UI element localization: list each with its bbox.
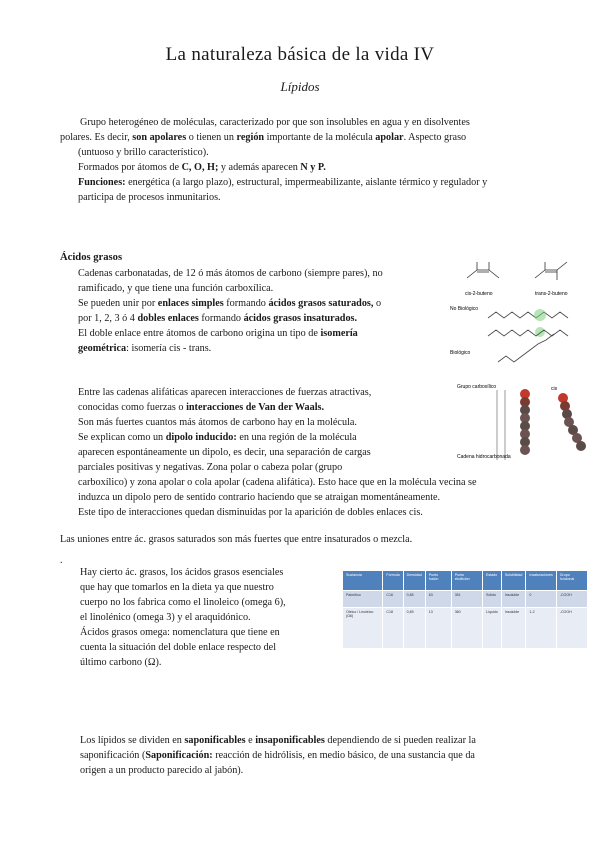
fatty-line: por 1, 2, 3 ó 4 dobles enlaces formando ácidos grasos insaturados.: [78, 313, 358, 324]
table-cell: Palmítico: [343, 591, 383, 608]
grupo-polar-label: Grupo carboxílico: [457, 384, 497, 390]
space-filling-molecules-figure: [455, 380, 590, 470]
fatty-acids-table: [342, 570, 588, 649]
fatty-line: ramificado, y que tiene una función carboxílica.: [78, 283, 274, 294]
iso-cis-label: cis-2-buteno: [465, 291, 493, 297]
dot-marker: .: [60, 555, 63, 566]
fatty-chain-figure: [448, 300, 588, 370]
table-cell: -COOH: [556, 591, 587, 608]
no-biologico-label: No Biológico: [450, 306, 479, 312]
table-cell: Insoluble: [501, 591, 526, 608]
intro-line: participa de procesos inmunitarios.: [78, 192, 221, 203]
table-cell: 360: [451, 608, 482, 649]
vdw-line: Entre las cadenas alifáticas aparecen interacciones de fuerzas atractivas,: [78, 387, 372, 398]
saponif-line: Los lípidos se dividen en saponificables e insaponificables dependiendo de si pueden realizar la: [80, 735, 476, 746]
table-header-cell: Estado: [482, 571, 501, 591]
table-cell: 0,89: [403, 608, 425, 649]
vdw-line: parciales positivas y negativas. Zona polar o cabeza polar (grupo: [78, 462, 343, 473]
vdw-line: Se explican como un dipolo inducido: en una región de la molécula: [78, 432, 357, 443]
essential-line: cuerpo no los fabrica como el linoleico (omega 6),: [80, 597, 286, 608]
table-header-cell: Sustancia: [343, 571, 383, 591]
cis-trans-isomer-figure: [455, 258, 585, 300]
biologico-label: Biológico: [450, 350, 471, 356]
fatty-line: Cadenas carbonatadas, de 12 ó más átomos de carbono (siempre pares), no: [78, 268, 383, 279]
essential-line: último carbono (Ω).: [80, 657, 162, 668]
vdw-line: carboxílico) y zona apolar o cola apolar (cadena alifática). Esto hace que en la molécula vecina se: [78, 477, 477, 488]
table-cell: C16: [383, 591, 403, 608]
intro-line: Formados por átomos de C, O, H; y además aparecen N y P.: [78, 162, 326, 173]
unsaturated-molecule: [558, 393, 586, 451]
table-cell: 1-2: [526, 608, 556, 649]
essential-line: el linolénico (omega 3) y el araquidónico.: [80, 612, 251, 623]
saturated-molecule: [520, 389, 530, 455]
essential-fatty-acids-paragraph: [80, 565, 340, 670]
intro-line: polares. Es decir, son apolares o tienen un región importante de la molécula apolar. Aspecto graso: [60, 132, 467, 143]
saponification-paragraph: [80, 733, 560, 778]
table-cell: 351: [451, 591, 482, 608]
essential-line: que hay que tomarlos en la dieta ya que nuestro: [80, 582, 274, 593]
table-cell: Sólido: [482, 591, 501, 608]
table-row: [343, 608, 588, 649]
double-bond-highlight: [534, 309, 546, 321]
fatty-line: geométrica: isomería cis - trans.: [78, 343, 212, 354]
table-cell: 63: [425, 591, 451, 608]
table-cell: -COOH: [556, 608, 587, 649]
vdw-line: conocidas como fuerzas o interacciones de Van der Waals.: [78, 402, 325, 413]
essential-line: cuenta la situación del doble enlace respecto del: [80, 642, 277, 653]
fatty-line: Se pueden unir por enlaces simples formando ácidos grasos saturados, o: [78, 298, 382, 309]
intro-paragraph: [60, 115, 550, 205]
table-header-cell: Insaturaciones: [526, 571, 556, 591]
table-cell: 13: [425, 608, 451, 649]
fatty-line: El doble enlace entre átomos de carbono origina un tipo de isomería: [78, 328, 358, 339]
saturated-chain: [488, 312, 568, 318]
saponif-line: origen a un producto parecido al jabón).: [80, 765, 244, 776]
intro-line: (untuoso y brillo característico).: [78, 147, 209, 158]
table-header-cell: Densidad: [403, 571, 425, 591]
cis-label: cis: [551, 386, 558, 392]
section-heading-acidos-grasos: Ácidos grasos: [60, 252, 123, 263]
intro-line: Grupo heterogéneo de moléculas, caracterizado por que son insolubles en agua y en disolventes: [80, 117, 470, 128]
page-subtitle: Lípidos: [280, 79, 320, 94]
vdw-summary-line: Las uniones entre ác. grasos saturados son más fuertes que entre insaturados o mezcla.: [60, 534, 413, 545]
vdw-line: aparecen espontáneamente un dipolo, es decir, una separación de cargas: [78, 447, 371, 458]
grupo-apolar-label: Cadena hidrocarbonada: [457, 454, 511, 460]
vdw-line: Este tipo de interacciones quedan disminuidas por la aparición de dobles enlaces cis.: [78, 507, 423, 518]
table-row: [343, 591, 588, 608]
essential-line: Hay cierto ác. grasos, los ácidos grasos esenciales: [80, 567, 284, 578]
table-header-cell: Grupo funcional: [556, 571, 587, 591]
table-cell: Oleico / Linoleico (Ω6): [343, 608, 383, 649]
page-title: La naturaleza básica de la vida IV: [165, 44, 435, 65]
table-cell: C18: [383, 608, 403, 649]
vdw-line: induzca un dipolo pero de sentido contrario haciendo que se atraigan momentáneamente.: [78, 492, 441, 503]
intro-line: Funciones: energética (a largo plazo), estructural, impermeabilizante, aislante térmico y regulador y: [78, 177, 488, 188]
unsaturated-chain: [488, 330, 568, 336]
table-cell: Insoluble: [501, 608, 526, 649]
vdw-line: Son más fuertes cuantos más átomos de carbono hay en la molécula.: [78, 417, 357, 428]
cis-chain: [498, 334, 554, 362]
table-cell: Líquido: [482, 608, 501, 649]
fatty-acids-paragraph: [78, 266, 453, 356]
table-header-cell: Punto fusión: [425, 571, 451, 591]
saponif-line: saponificación (Saponificación: reacción de hidrólisis, en medio básico, de una sustancia que da: [80, 750, 475, 761]
essential-line: Ácidos grasos omega: nomenclatura que tiene en: [80, 627, 280, 638]
table-header-cell: Solubilidad: [501, 571, 526, 591]
iso-trans-label: trans-2-buteno: [535, 291, 568, 297]
table-cell: 0: [526, 591, 556, 608]
table-header-cell: Punto ebullición: [451, 571, 482, 591]
table-header-cell: Fórmula: [383, 571, 403, 591]
table-cell: 0,85: [403, 591, 425, 608]
